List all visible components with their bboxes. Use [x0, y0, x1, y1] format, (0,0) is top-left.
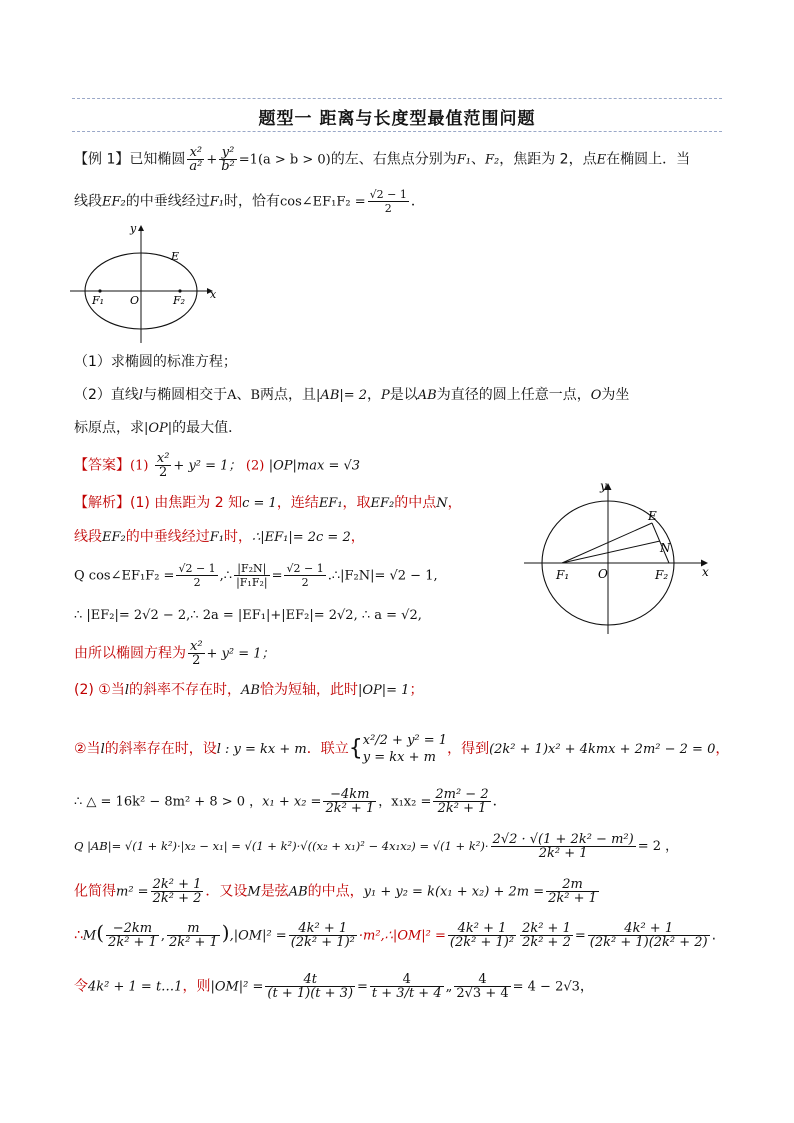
label-o: O: [130, 294, 140, 307]
label-y: y: [600, 479, 607, 493]
label-x: x: [210, 288, 217, 301]
question-2-line-1: （2）直线l与椭圆相交于A、B两点，且|AB|= 2，P是以AB为直径的圆上任意一点，O为坐: [74, 387, 630, 403]
solution-line-4: ∴ |EF₂|= 2√2 − 2,∴ 2a = |EF₁|+|EF₂|= 2√2, ∴ a = √2,: [74, 608, 422, 623]
page-title: 题型一 距离与长度型最值范围问题: [258, 109, 536, 129]
solution-line-9: Q |AB|= √(1 + k²)·|x₂ − x₁| = √(1 + k²)·√((x₂ + x₁)² − 4x₁x₂) = √(1 + k²)· $\frac{\text{2√2 · √(1 + 2k² − m²)}}{\text{2k² + 1}}$ = 2 ，: [74, 832, 679, 861]
segment-f1-e: [562, 523, 652, 563]
solution-line-8: ∴ △ = 16k² − 8m² + 8 > 0 ，x₁ + x₂ = $\frac{-4km}{\text{2k² + 1}}$ ，x₁x₂ = $\frac{\text{2m² − 2}}{\text{2k² + 1}}$ ．: [74, 787, 507, 816]
solution-line-12: 令4k² + 1 = t…1，则|OM|² = $\frac{4t}{(t + 1)(t + 3)}$ = $\frac{4}{t + 3/t + 4}$ „ $\frac{4}{2√3 + 4}$ = 4 − 2√3，: [74, 972, 594, 1001]
solution-line-7: ②当l的斜率存在时，设l : y = kx + m．联立{ x²/2 + y² = 1 y = kx + m ，得到(2k² + 1)x² + 4kmx + 2m² − 2 = 0，: [74, 733, 730, 765]
label-f1: F₁: [556, 568, 570, 582]
solution-line-6: (2) ①当l的斜率不存在时，AB恰为短轴，此时|OP|= 1；: [74, 682, 424, 698]
solution-line-2: 线段EF₂的中垂线经过F₁时，∴|EF₁|= 2c = 2，: [74, 529, 365, 545]
focus-point-f2: [178, 289, 181, 292]
solution-line-11: ∴M( $\frac{-2km}{\text{2k² + 1}}$ , $\frac{m}{\text{2k² + 1}}$ ),|OM|² = $\frac{\text{4k² + 1}}{\text{(2k² + 1)²}}$ ·m²,∴|OM|² = $\frac{\text{4k² + 1}}{\text{(2k² + 1)²}}$ $\frac{\text{2k² + 1}}{\text{2k² + 2}}$ = $\frac{\text{4k² + 1}}{\text{(2k² + 1)(2k² + 2)}}$ .: [74, 920, 717, 950]
label-f2: F₂: [655, 568, 669, 582]
example-line-2: 线段EF₂的中垂线经过F₁时，恰有cos∠EF₁F₂ = $\frac{√2 - 1}{2}$ ．: [74, 188, 425, 215]
question-2-line-2: 标原点，求|OP|的最大值．: [74, 420, 243, 436]
question-1: （1）求椭圆的标准方程；: [74, 354, 237, 370]
title-underline: [72, 131, 722, 132]
figure-ellipse-1: [70, 220, 230, 345]
label-f1: F₁: [92, 294, 105, 307]
label-y: y: [130, 222, 137, 235]
figure-ellipse-2: [522, 478, 722, 638]
top-divider: [72, 98, 722, 99]
example-line-1: 【例 1】已知椭圆 $\frac{\text{x²}}{\text{a²}}$ + $\frac{\text{y²}}{\text{b²}}$ =1(a > b > 0)的左、右焦点分别为F₁、F₂，焦距为 2，点E在椭圆上．当: [74, 145, 691, 174]
answer-line: 【答案】(1) $\frac{\text{x²}}{2}$ + y² = 1； (2) |OP|max = √3: [74, 451, 361, 480]
focus-point-f1: [98, 289, 101, 292]
solution-line-5: 由所以椭圆方程为 $\frac{\text{x²}}{2}$ + y² = 1；: [74, 639, 275, 668]
solution-line-1: 【解析】(1) 由焦距为 2 知c = 1，连结EF₁，取EF₂的中点N，: [74, 495, 462, 511]
label-e: E: [648, 509, 657, 523]
label-o: O: [598, 567, 608, 581]
segment-f1-n: [562, 541, 660, 563]
label-f2: F₂: [173, 294, 186, 307]
label-e: E: [171, 250, 180, 263]
solution-line-3: Q cos∠EF₁F₂ = $\frac{√2 - 1}{2}$ ,∴ $\frac{\text{|F₂N|}}{\text{|F₁F₂|}}$ = $\frac{√2 - 1}{2}$ .∴|F₂N|= √2 − 1,: [74, 562, 438, 589]
label-x: x: [702, 565, 709, 579]
solution-line-10: 化简得m² = $\frac{\text{2k² + 1}}{\text{2k² + 2}}$ ．又设M是弦AB的中点，y₁ + y₂ = k(x₁ + x₂) + 2m = $\frac{2m}{\text{2k² + 1}}$: [74, 877, 597, 906]
label-n: N: [660, 541, 671, 555]
